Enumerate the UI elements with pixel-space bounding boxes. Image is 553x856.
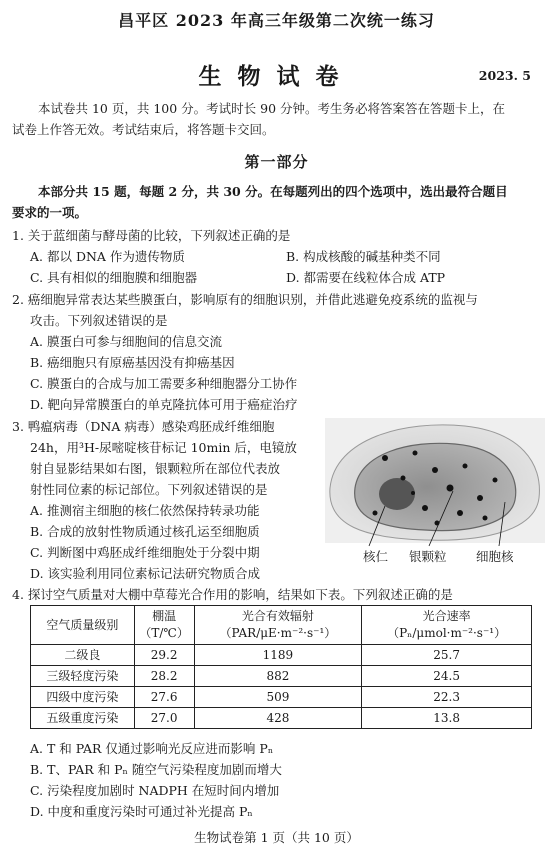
instructions-line-1: 本试卷共 10 页，共 100 分。考试时长 90 分钟。考生务必将答案答在答题卡上，在 bbox=[38, 101, 506, 116]
table-cell: 27.6 bbox=[134, 687, 194, 708]
table-cell: 509 bbox=[194, 687, 362, 708]
table-header-cell: 空气质量级别 bbox=[31, 606, 135, 645]
nucleolus bbox=[379, 478, 415, 510]
table-header-cell: 光合有效辐射 （PAR/μE·m⁻²·s⁻¹） bbox=[194, 606, 362, 645]
exam-header-title: 昌平区 2023 年高三年级第二次统一练习 bbox=[118, 11, 435, 30]
q4-option-b: B. T、PAR 和 Pₙ 随空气污染程度加剧而增大 bbox=[30, 762, 282, 777]
q4-option-d: D. 中度和重度污染时可通过补光提高 Pₙ bbox=[30, 804, 253, 819]
q1-option-a: A. 都以 DNA 作为遗传物质 bbox=[30, 249, 185, 264]
q2-option-b: B. 癌细胞只有原癌基因没有抑癌基因 bbox=[30, 355, 235, 370]
page-footer: 生物试卷第 1 页（共 10 页） bbox=[194, 830, 359, 845]
q3-stem-line-4: 射性同位素的标记部位。下列叙述错误的是 bbox=[30, 482, 268, 497]
data-table bbox=[30, 605, 532, 729]
table-cell: 四级中度污染 bbox=[31, 687, 135, 708]
label-silver-granules: 银颗粒 bbox=[409, 549, 447, 564]
table-cell: 五级重度污染 bbox=[31, 708, 135, 729]
table-cell: 13.8 bbox=[362, 708, 532, 729]
q3-option-c: C. 判断图中鸡胚成纤维细胞处于分裂中期 bbox=[30, 545, 260, 560]
section-desc-line-1: 本部分共 15 题，每题 2 分，共 30 分。在每题列出的四个选项中，选出最符合题目 bbox=[38, 184, 508, 199]
table-header-cell: 棚温 （T/℃） bbox=[134, 606, 194, 645]
table-cell: 22.3 bbox=[362, 687, 532, 708]
section-desc-line-2: 要求的一项。 bbox=[12, 205, 88, 220]
q3-stem-line-2: 24h，用³H-尿嘧啶核苷标记 10min 后，电镜放 bbox=[30, 440, 297, 455]
q1-option-b: B. 构成核酸的碱基种类不同 bbox=[286, 249, 441, 264]
q4-stem: 4. 探讨空气质量对大棚中草莓光合作用的影响，结果如下表。下列叙述正确的是 bbox=[12, 587, 453, 602]
table-cell: 428 bbox=[194, 708, 362, 729]
table-cell: 882 bbox=[194, 666, 362, 687]
q4-option-c: C. 污染程度加剧时 NADPH 在短时间内增加 bbox=[30, 783, 280, 798]
q1-stem: 1. 关于蓝细菌与酵母菌的比较，下列叙述正确的是 bbox=[12, 228, 291, 243]
table-row bbox=[31, 645, 532, 666]
table-cell: 三级轻度污染 bbox=[31, 666, 135, 687]
instructions-line-2: 试卷上作答无效。考试结束后，将答题卡交回。 bbox=[12, 122, 275, 137]
table-cell: 1189 bbox=[194, 645, 362, 666]
q3-option-a: A. 推测宿主细胞的核仁依然保持转录功能 bbox=[30, 503, 260, 518]
q2-stem-line-1: 2. 癌细胞异常表达某些膜蛋白，影响原有的细胞识别，并借此逃避免疫系统的监视与 bbox=[12, 292, 478, 307]
q2-stem-line-2: 攻击。下列叙述错误的是 bbox=[30, 313, 168, 328]
table-cell: 二级良 bbox=[31, 645, 135, 666]
q2-option-d: D. 靶向异常膜蛋白的单克隆抗体可用于癌症治疗 bbox=[30, 397, 298, 412]
table-cell: 28.2 bbox=[134, 666, 194, 687]
q3-option-b: B. 合成的放射性物质通过核孔运至细胞质 bbox=[30, 524, 260, 539]
q3-stem-line-3: 射自显影结果如右图，银颗粒所在部位代表放 bbox=[30, 461, 281, 476]
q4-option-a: A. T 和 PAR 仅通过影响光反应进而影响 Pₙ bbox=[30, 741, 274, 756]
q3-stem-line-1: 3. 鸭瘟病毒（DNA 病毒）感染鸡胚成纤维细胞 bbox=[12, 419, 275, 434]
section-title: 第一部分 bbox=[244, 153, 309, 171]
table-cell: 27.0 bbox=[134, 708, 194, 729]
exam-date: 2023. 5 bbox=[478, 68, 531, 83]
table-row bbox=[31, 687, 532, 708]
table-cell: 24.5 bbox=[362, 666, 532, 687]
table-header-cell: 光合速率 （Pₙ/μmol·m⁻²·s⁻¹） bbox=[362, 606, 532, 645]
table-cell: 25.7 bbox=[362, 645, 532, 666]
q2-option-a: A. 膜蛋白可参与细胞间的信息交流 bbox=[30, 334, 222, 349]
micrograph-figure bbox=[325, 418, 545, 568]
label-cell-nucleus: 细胞核 bbox=[476, 549, 514, 564]
table-header-row bbox=[31, 606, 532, 645]
label-nucleolus: 核仁 bbox=[363, 549, 389, 564]
q1-option-c: C. 具有相似的细胞膜和细胞器 bbox=[30, 270, 198, 285]
q3-option-d: D. 该实验利用同位素标记法研究物质合成 bbox=[30, 566, 261, 581]
q1-option-d: D. 都需要在线粒体合成 ATP bbox=[286, 270, 446, 285]
table-row bbox=[31, 666, 532, 687]
table-cell: 29.2 bbox=[134, 645, 194, 666]
subject-title: 生物试卷 bbox=[198, 63, 355, 90]
table-row bbox=[31, 708, 532, 729]
q2-option-c: C. 膜蛋白的合成与加工需要多种细胞器分工协作 bbox=[30, 376, 298, 391]
